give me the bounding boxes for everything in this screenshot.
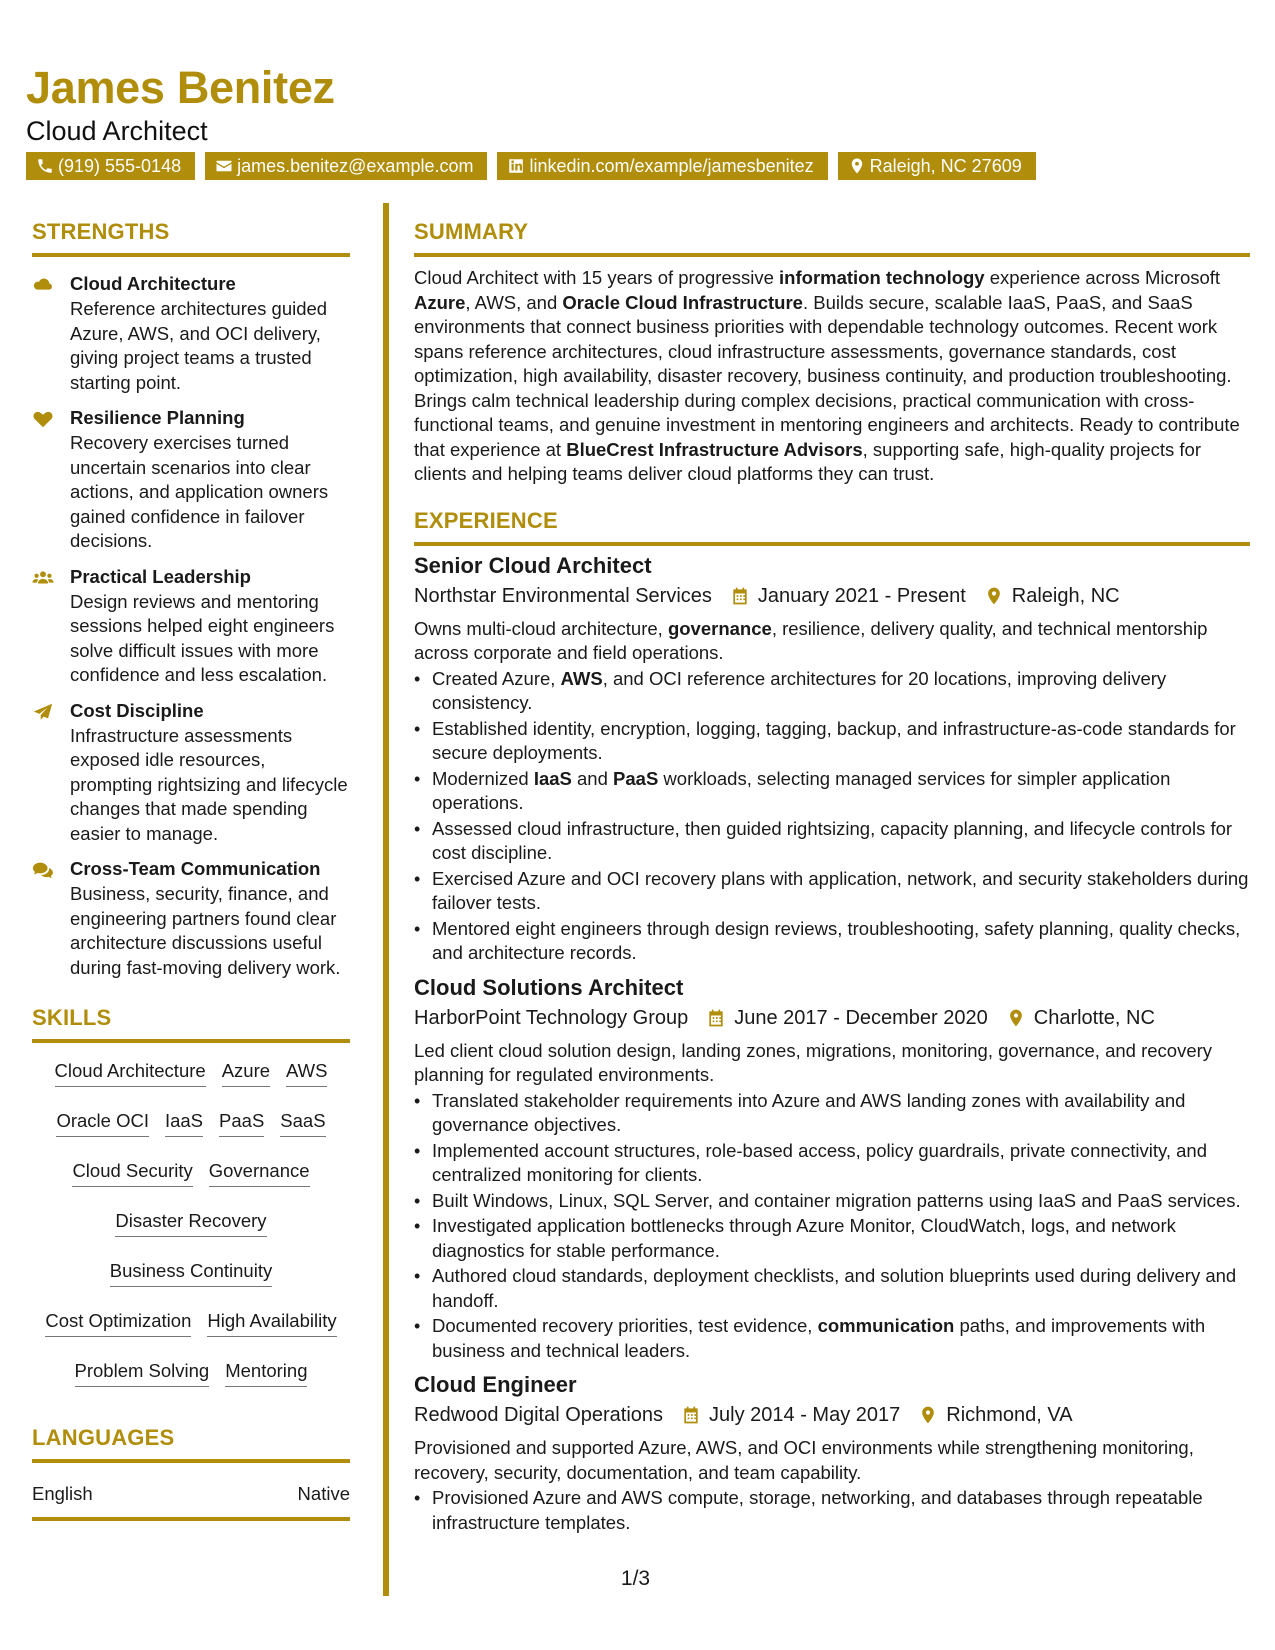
job-bullet: • Authored cloud standards, deployment checklists, and solution blueprints used during delivery and handoff. <box>414 1264 1250 1313</box>
strength-title: Cost Discipline <box>70 699 204 721</box>
page-number: 1/3 <box>620 1567 651 1590</box>
job-dates: June 2017 - December 2020 <box>734 1006 988 1029</box>
job-title: Senior Cloud Architect <box>414 552 652 578</box>
languages-heading: LANGUAGES <box>32 1425 175 1450</box>
summary-part: , AWS, and <box>465 291 563 313</box>
map-marker-icon <box>918 1405 938 1425</box>
skill-tag: Governance <box>209 1158 310 1187</box>
email-text: james.benitez@example.com <box>237 156 474 176</box>
strength-item <box>32 856 350 980</box>
skill-tag: IaaS <box>165 1108 203 1137</box>
summary-text <box>414 266 1250 487</box>
contact-email[interactable] <box>205 152 487 180</box>
candidate-name: James Benitez <box>26 62 335 113</box>
section-rule <box>414 542 1250 546</box>
strength-text: Infrastructure assessments exposed idle resources, prompting rightsizing and lifecycle changes that made spending easier to manage. <box>70 724 348 844</box>
strength-text: Reference architectures guided Azure, AWS, and OCI delivery, giving project teams a trusted starting point. <box>70 298 328 393</box>
job-meta <box>414 1400 1250 1430</box>
section-rule <box>32 253 350 257</box>
skill-tag: PaaS <box>219 1108 264 1137</box>
skills-list <box>32 1052 350 1402</box>
map-marker-icon <box>1006 1008 1026 1028</box>
job-entry <box>414 1371 1250 1535</box>
strength-item <box>32 698 350 847</box>
summary-emphasis: BlueCrest Infrastructure Advisors <box>566 438 863 460</box>
section-rule <box>32 1039 350 1043</box>
map-marker-icon <box>984 586 1004 606</box>
candidate-title: Cloud Architect <box>26 116 208 146</box>
summary-part: Cloud Architect with 15 years of progressive <box>414 267 780 288</box>
summary-emphasis: Oracle Cloud Infrastructure <box>562 291 803 313</box>
paper-plane-icon <box>32 702 54 722</box>
skill-tag: Mentoring <box>225 1358 307 1387</box>
job-bullet: • Built Windows, Linux, SQL Server, and container migration patterns using IaaS and PaaS services. <box>414 1189 1250 1214</box>
job-bullet: • Provisioned Azure and AWS compute, storage, networking, and databases through repeatable infrastructure templates. <box>414 1486 1250 1535</box>
job-entry <box>414 552 1250 966</box>
contact-phone <box>26 152 195 180</box>
job-bullet: • Created Azure, AWS, and OCI reference architectures for 20 locations, improving delivery consistency. <box>414 667 1250 716</box>
strength-title: Resilience Planning <box>70 407 245 428</box>
linkedin-text: linkedin.com/example/jamesbenitez <box>529 156 814 176</box>
contact-linkedin[interactable] <box>497 152 827 180</box>
skill-tag: Problem Solving <box>75 1358 210 1387</box>
language-level: Native <box>297 1483 350 1504</box>
language-row <box>32 1483 350 1505</box>
job-bullet: • Documented recovery priorities, test evidence, communication paths, and improvements with business and technical leaders. <box>414 1314 1250 1363</box>
job-meta <box>414 581 1250 611</box>
users-icon <box>32 568 54 588</box>
strength-text: Recovery exercises turned uncertain scenarios into clear actions, and application owners gained confidence in failover decisions. <box>70 432 329 551</box>
skill-tag: AWS <box>286 1058 327 1087</box>
skill-tag: SaaS <box>280 1108 325 1137</box>
skills-heading: SKILLS <box>32 1005 112 1030</box>
skill-tag: Azure <box>222 1058 270 1087</box>
section-rule <box>32 1459 350 1463</box>
skill-tag: Cost Optimization <box>45 1308 191 1337</box>
strength-text: Design reviews and mentoring sessions helped eight engineers solve difficult issues with more confidence and less escalation. <box>70 590 335 685</box>
resume-header <box>26 62 335 148</box>
skill-tag: Disaster Recovery <box>115 1208 266 1237</box>
job-location: Charlotte, NC <box>1033 1006 1155 1029</box>
envelope-icon <box>215 157 233 175</box>
linkedin-icon <box>507 157 525 175</box>
cloud-icon <box>32 275 54 295</box>
job-bullet: • Assessed cloud infrastructure, then guided rightsizing, capacity planning, and lifecycle controls for cost discipline. <box>414 817 1250 866</box>
job-bullet: • Translated stakeholder requirements into Azure and AWS landing zones with availability and governance objectives. <box>414 1089 1250 1138</box>
column-divider <box>383 203 389 1596</box>
job-description: Led client cloud solution design, landing zones, migrations, monitoring, governance, and recovery planning for regulated environments. <box>414 1039 1213 1085</box>
job-company: Redwood Digital Operations <box>414 1404 664 1426</box>
job-bullets <box>414 667 1250 966</box>
left-column <box>32 218 350 1521</box>
language-name: English <box>32 1483 93 1504</box>
strength-item <box>32 271 350 395</box>
calendar-icon <box>730 586 750 606</box>
summary-part: , supporting safe, high-quality projects for clients and helping teams deliver cloud platforms they can trust. <box>414 438 1201 484</box>
job-company: Northstar Environmental Services <box>414 584 712 607</box>
contact-bar <box>26 152 1036 180</box>
job-bullet: • Investigated application bottlenecks through Azure Monitor, CloudWatch, logs, and network diagnostics for stable performance. <box>414 1214 1250 1263</box>
strength-text: Business, security, finance, and engineering partners found clear architecture discussions useful during fast-moving delivery work. <box>70 883 341 978</box>
job-bullets <box>414 1089 1250 1364</box>
language-level-bar <box>32 1517 350 1521</box>
job-bullet: • Exercised Azure and OCI recovery plans with application, network, and security stakeholders during failover tests. <box>414 867 1250 916</box>
right-column <box>414 218 1250 1536</box>
job-meta <box>414 1003 1250 1033</box>
job-title: Cloud Solutions Architect <box>414 974 684 1000</box>
comments-icon <box>32 860 54 880</box>
job-bullet: • Mentored eight engineers through design reviews, troubleshooting, safety planning, quality checks, and architecture records. <box>414 917 1250 966</box>
summary-part: experience across Microsoft <box>984 267 1221 288</box>
skill-tag: Cloud Architecture <box>55 1058 206 1087</box>
contact-location <box>838 152 1036 180</box>
calendar-icon <box>706 1008 726 1028</box>
strength-title: Cloud Architecture <box>70 273 236 294</box>
phone-icon <box>36 157 54 175</box>
job-description: Provisioned and supported Azure, AWS, and OCI environments while strengthening monitoring, recovery, security, documentation, and team capability. <box>414 1437 1194 1483</box>
skill-tag: High Availability <box>207 1308 336 1337</box>
map-marker-icon <box>848 157 866 175</box>
job-company: HarborPoint Technology Group <box>414 1006 689 1029</box>
summary-heading: SUMMARY <box>414 219 529 244</box>
strength-title: Practical Leadership <box>70 565 251 587</box>
job-description: Owns multi-cloud architecture, governance, resilience, delivery quality, and technical mentorship across corporate and field operations. <box>414 617 1208 663</box>
job-location: Raleigh, NC <box>1011 584 1120 607</box>
skill-tag: Cloud Security <box>72 1158 192 1187</box>
job-entry <box>414 974 1250 1364</box>
phone-text: (919) 555-0148 <box>58 156 182 176</box>
job-bullet: • Established identity, encryption, logging, tagging, backup, and infrastructure-as-code standards for secure deployments. <box>414 717 1250 766</box>
summary-part: . Builds secure, scalable IaaS, PaaS, and SaaS environments that connect business priorities with dependable technology outcomes. Recent work spans reference architectures, cloud infrastructure assessments, governance standards, cost optimization, high availability, disaster recovery, business continuity, and production troubleshooting. Brings calm technical leadership during complex decisions, practical communication with cross-functional teams, and genuine investment in mentoring engineers and architects. Ready to contribute that experience at <box>414 291 1240 460</box>
job-bullet: • Modernized IaaS and PaaS workloads, selecting managed services for simpler application operations. <box>414 767 1250 816</box>
job-bullets <box>414 1486 1250 1535</box>
location-text: Raleigh, NC 27609 <box>869 156 1022 176</box>
skill-tag: Oracle OCI <box>56 1108 149 1137</box>
summary-emphasis: Azure <box>414 291 466 313</box>
heart-icon <box>32 409 54 429</box>
job-location: Richmond, VA <box>946 1404 1073 1426</box>
strength-title: Cross-Team Communication <box>70 858 321 879</box>
job-dates: January 2021 - Present <box>757 584 966 607</box>
job-dates: July 2014 - May 2017 <box>709 1404 901 1426</box>
strengths-heading: STRENGTHS <box>32 219 170 244</box>
experience-heading: EXPERIENCE <box>414 507 558 533</box>
strength-item <box>32 564 350 688</box>
calendar-icon <box>681 1405 701 1425</box>
job-bullet: • Implemented account structures, role-based access, policy guardrails, private connectivity, and centralized monitoring for clients. <box>414 1139 1250 1188</box>
section-rule <box>414 253 1250 257</box>
skill-tag: Business Continuity <box>110 1258 272 1287</box>
strength-item <box>32 405 350 554</box>
summary-emphasis: information technology <box>779 267 985 288</box>
job-title: Cloud Engineer <box>414 1372 577 1397</box>
